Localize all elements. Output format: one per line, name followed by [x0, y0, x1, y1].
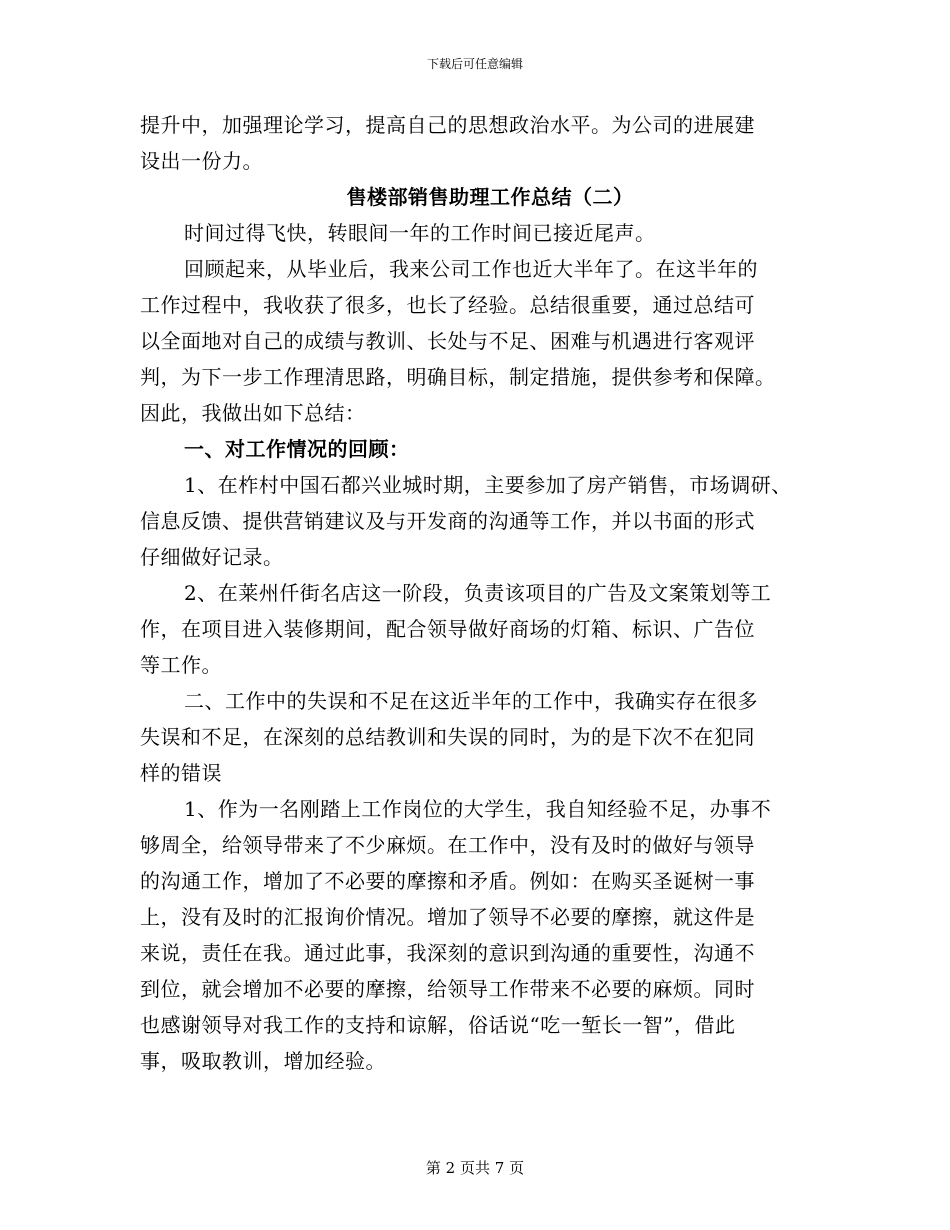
page-footer: 第 2 页共 7 页 — [425, 1159, 525, 1177]
paragraph-line: 回顾起来，从毕业后，我来公司工作也近大半年了。在这半年的 — [184, 257, 758, 281]
paragraph-line: 1、在柞村中国石都兴业城时期，主要参加了房产销售，市场调研、 — [184, 473, 792, 497]
paragraph-line: 判，为下一步工作理清思路，明确目标，制定措施，提供参考和保障。 — [140, 365, 776, 389]
document-body — [140, 107, 820, 1079]
subheading: 一、对工作情况的回顾： — [184, 437, 410, 461]
paragraph-line: 以全面地对自己的成绩与教训、长处与不足、困难与机遇进行客观评 — [140, 329, 755, 353]
paragraph-line: 提升中，加强理论学习，提高自己的思想政治水平。为公司的进展建 — [140, 113, 755, 137]
section-title: 售楼部销售助理工作总结（二） — [346, 185, 634, 209]
paragraph-line: 也感谢领导对我工作的支持和谅解，俗话说“吃一堑长一智”，借此 — [140, 1013, 736, 1037]
paragraph-line: 二、工作中的失误和不足在这近半年的工作中，我确实存在很多 — [184, 689, 758, 713]
paragraph-line: 等工作。 — [140, 653, 222, 677]
paragraph-line: 样的错误 — [140, 761, 222, 785]
paragraph-line: 时间过得飞快，转眼间一年的工作时间已接近尾声。 — [184, 221, 656, 245]
paragraph-line: 工作过程中，我收获了很多，也长了经验。总结很重要，通过总结可 — [140, 293, 755, 317]
paragraph-line: 设出一份力。 — [140, 149, 263, 173]
paragraph-line: 的沟通工作，增加了不必要的摩擦和矛盾。例如：在购买圣诞树一事 — [140, 869, 755, 893]
paragraph-line: 因此，我做出如下总结： — [140, 401, 366, 425]
header-note: 下载后可任意编辑 — [426, 57, 523, 71]
paragraph-line: 1、作为一名刚踏上工作岗位的大学生，我自知经验不足，办事不 — [184, 797, 772, 821]
paragraph-line: 信息反馈、提供营销建议及与开发商的沟通等工作，并以书面的形式 — [140, 509, 755, 533]
paragraph-line: 仔细做好记录。 — [140, 545, 284, 569]
paragraph-line: 作，在项目进入装修期间，配合领导做好商场的灯箱、标识、广告位 — [140, 617, 755, 641]
paragraph-line: 到位，就会增加不必要的摩擦，给领导工作带来不必要的麻烦。同时 — [140, 977, 755, 1001]
paragraph-line: 2、在莱州仟街名店这一阶段，负责该项目的广告及文案策划等工 — [184, 581, 772, 605]
paragraph-line: 够周全，给领导带来了不少麻烦。在工作中，没有及时的做好与领导 — [140, 833, 755, 857]
paragraph-line: 来说，责任在我。通过此事，我深刻的意识到沟通的重要性，沟通不 — [140, 941, 755, 965]
paragraph-line: 事，吸取教训，增加经验。 — [140, 1049, 386, 1073]
paragraph-line: 失误和不足，在深刻的总结教训和失误的同时，为的是下次不在犯同 — [140, 725, 755, 749]
paragraph-line: 上，没有及时的汇报询价情况。增加了领导不必要的摩擦，就这件是 — [140, 905, 755, 929]
